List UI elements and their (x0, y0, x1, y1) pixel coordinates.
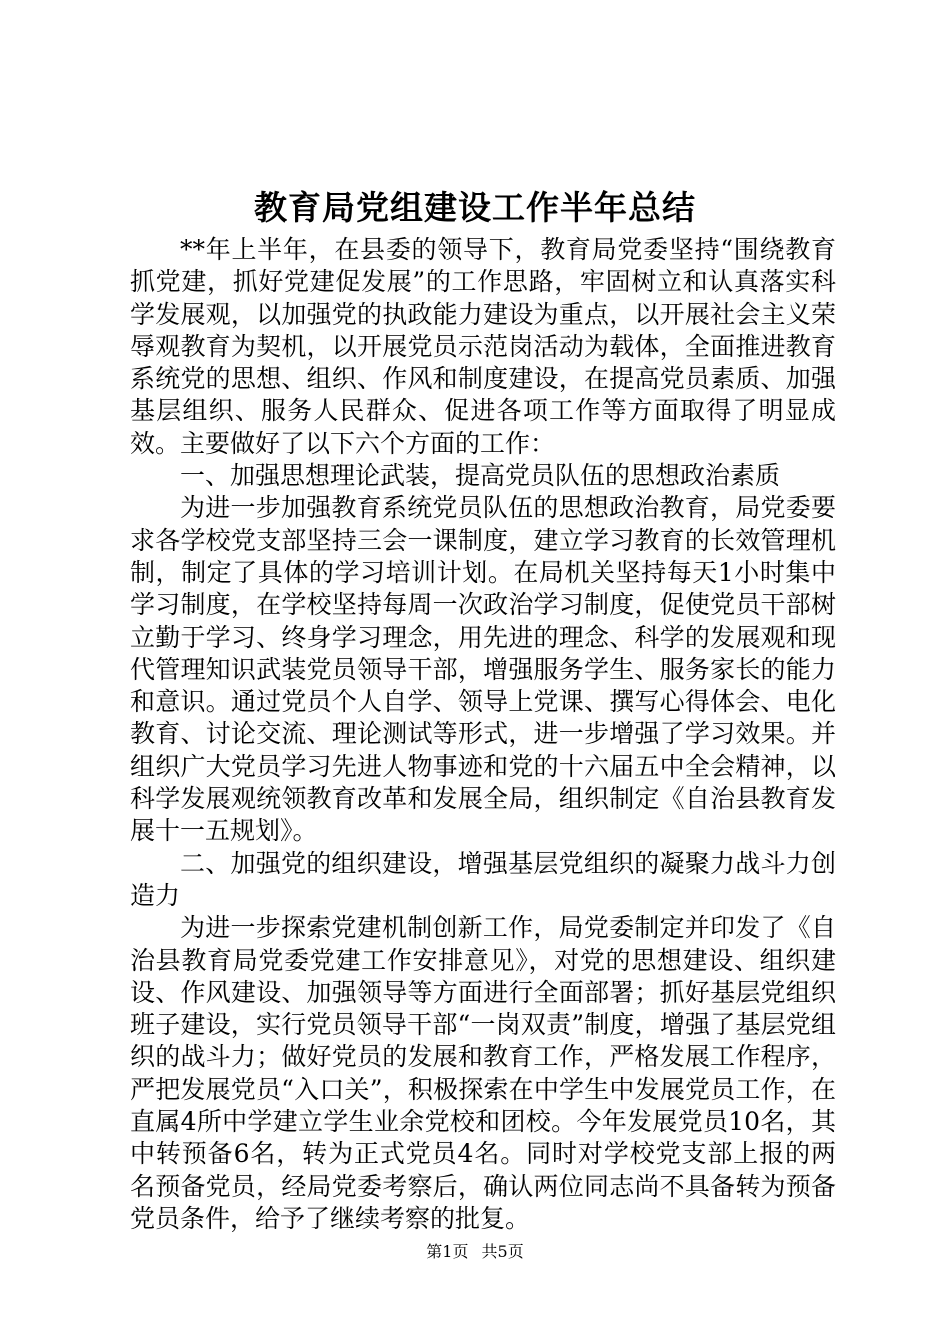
page-footer (0, 1240, 950, 1264)
section-heading-1: 一、加强思想理论武装，提高党员队伍的思想政治素质 (180, 461, 781, 491)
section-1-paragraph: 为进一步加强教育系统党员队伍的思想政治教育，局党委要求各学校党支部坚持三会一课制度，建立学习教育的长效管理机制，制定了具体的学习培训计划。在局机关坚持每天1小时集中学习制度，在学校坚持每周一次政治学习制度，促使党员干部树立勤于学习、终身学习理念，用先进的理念、科学的发展观和现代管理知识武装党员领导干部，增强服务学生、服务家长的能力和意识。通过党员个人自学、领导上党课、撰写心得体会、电化教育、讨论交流、理论测试等形式，进一步增强了学习效果。并组织广大党员学习先进人物事迹和党的十六届五中全会精神，以科学发展观统领教育改革和发展全局，组织制定《自治县教育发展十一五规划》。 (130, 493, 836, 846)
document-body (130, 234, 836, 1235)
section-2-paragraph: 为进一步探索党建机制创新工作，局党委制定并印发了《自治县教育局党委党建工作安排意见》，对党的思想建设、组织建设、作风建设、加强领导等方面进行全面部署；抓好基层党组织班子建设，实行党员领导干部“一岗双责”制度，增强了基层党组织的战斗力；做好党员的发展和教育工作，严格发展工作程序，严把发展党员“入口关”，积极探索在中学生中发展党员工作，在直属4所中学建立学生业余党校和团校。今年发展党员10名，其中转预备6名，转为正式党员4名。同时对学校党支部上报的两名预备党员，经局党委考察后，确认两位同志尚不具备转为预备党员条件，给予了继续考察的批复。 (130, 913, 836, 1233)
section-heading-2: 二、加强党的组织建设，增强基层党组织的凝聚力战斗力创造力 (130, 848, 836, 910)
page-number: 第1页 (426, 1242, 469, 1261)
document-title: 教育局党组建设工作半年总结 (254, 188, 696, 227)
intro-paragraph: **年上半年，在县委的领导下，教育局党委坚持“围绕教育抓党建，抓好党建促发展”的工作思路，牢固树立和认真落实科学发展观，以加强党的执政能力建设为重点，以开展社会主义荣辱观教育为契机，以开展党员示范岗活动为载体，全面推进教育系统党的思想、组织、作风和制度建设，在提高党员素质、加强基层组织、服务人民群众、促进各项工作等方面取得了明显成效。主要做好了以下六个方面的工作： (130, 235, 836, 458)
page-total: 共5页 (481, 1242, 524, 1261)
